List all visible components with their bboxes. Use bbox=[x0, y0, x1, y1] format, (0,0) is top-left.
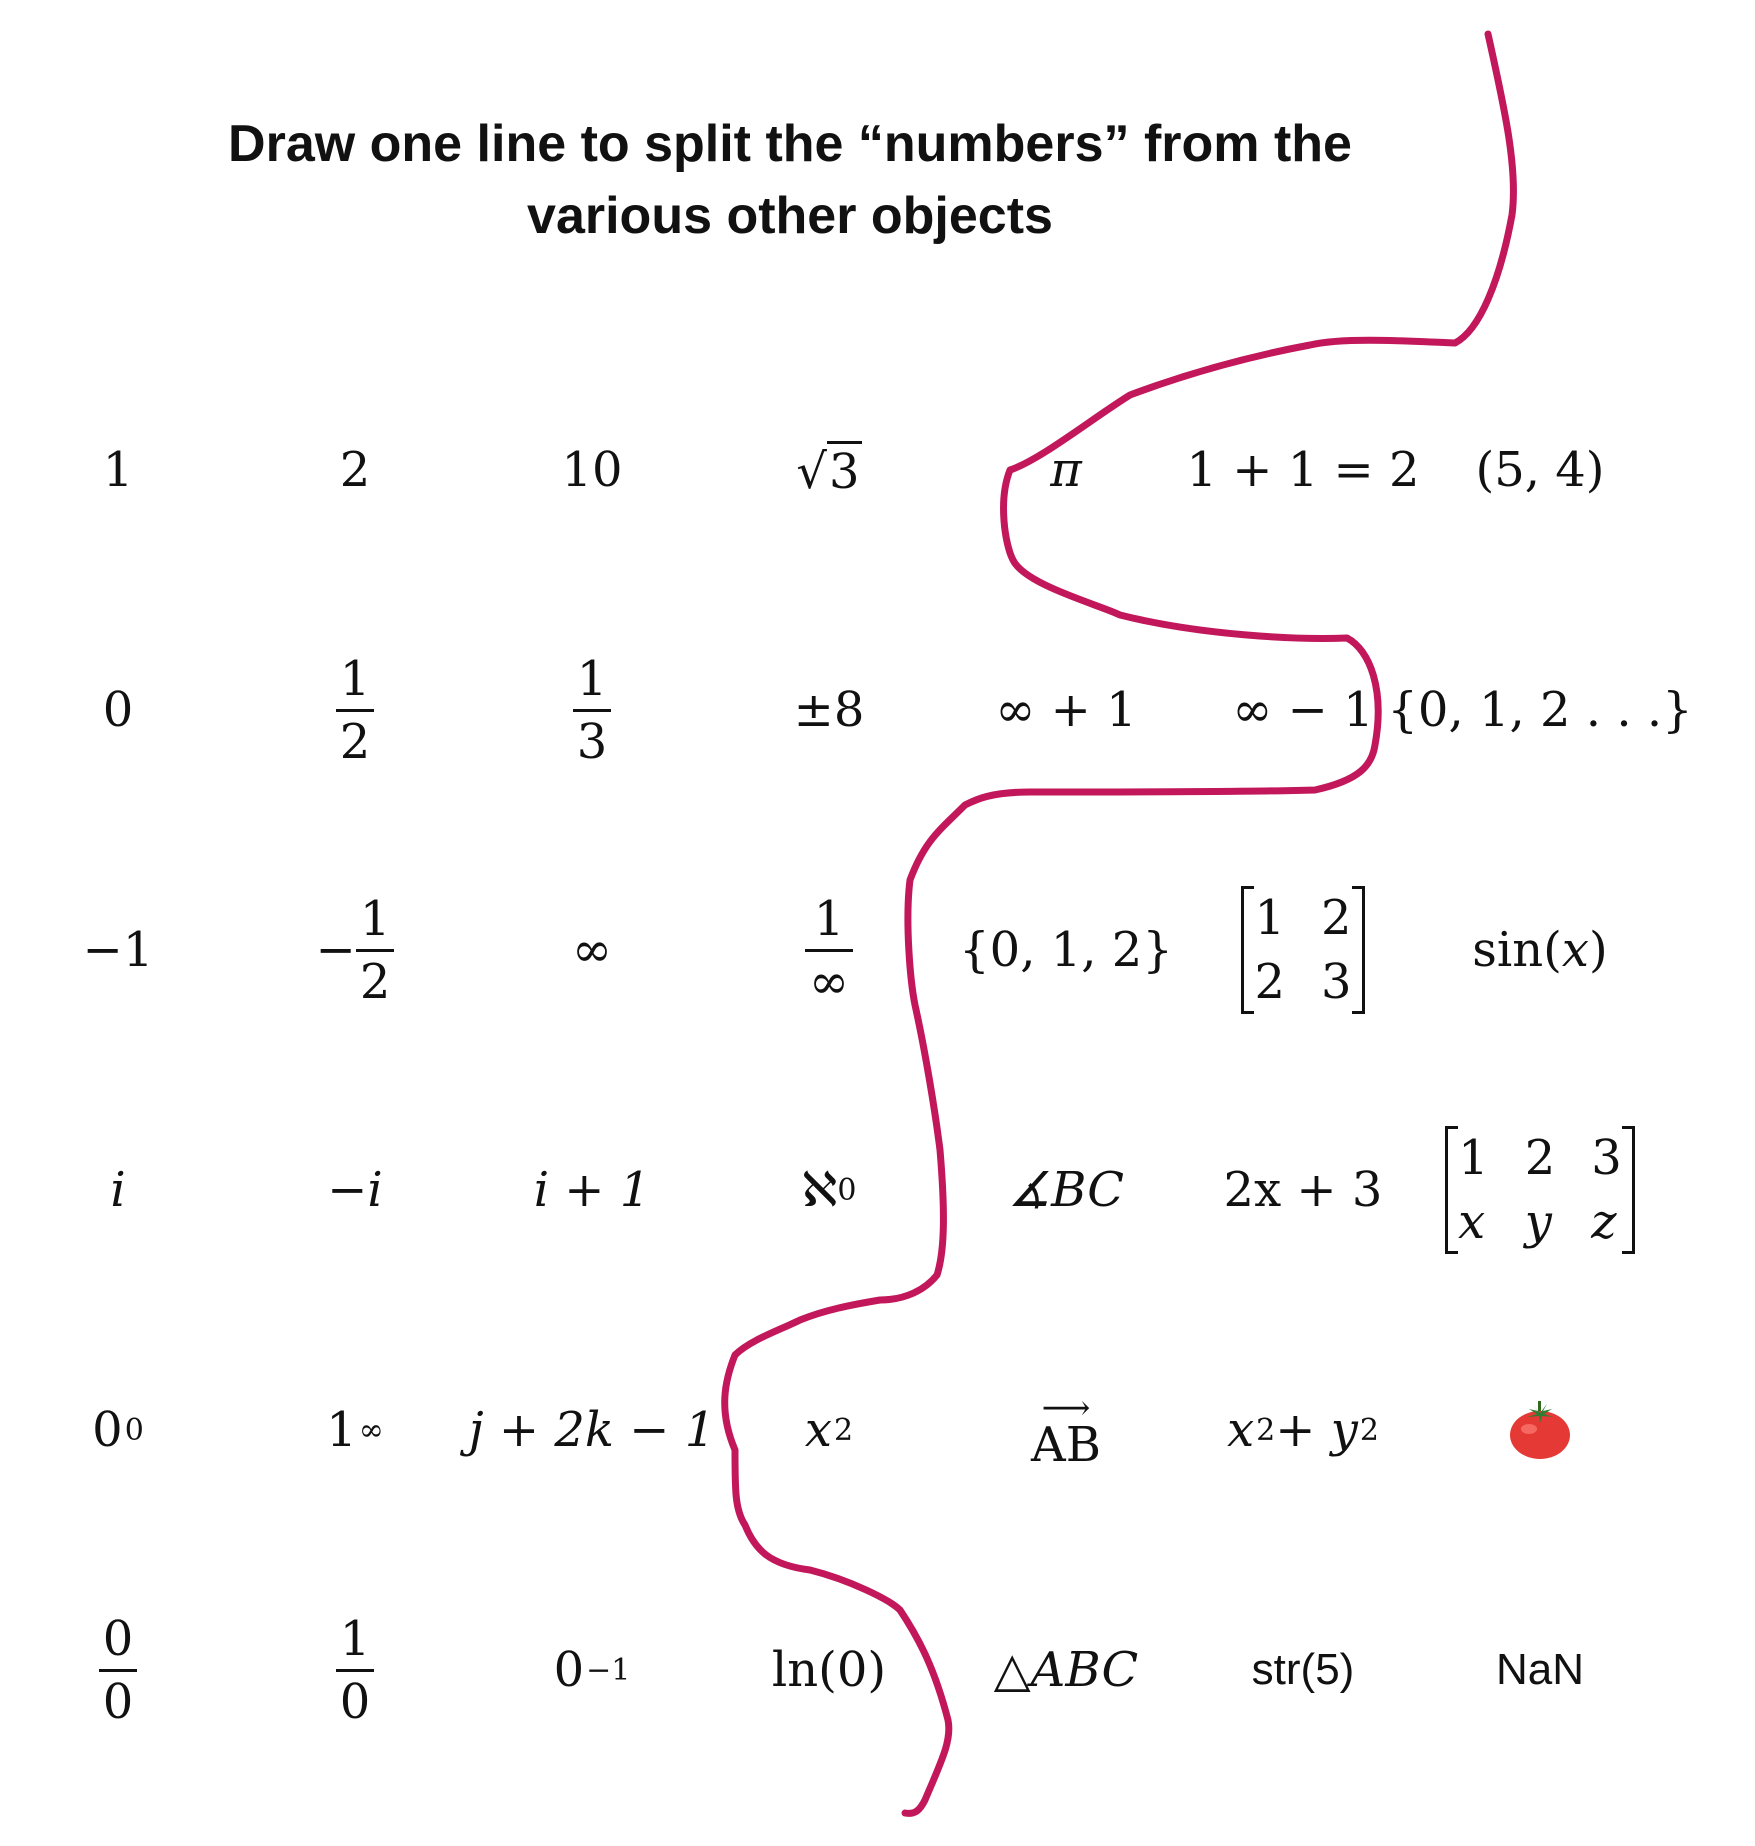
item-negative-one[interactable] bbox=[3, 860, 233, 1040]
sqrt-expression bbox=[796, 441, 861, 500]
item-ordered-pair-text: (5, 4) bbox=[1475, 442, 1605, 498]
numerator: 1 bbox=[359, 890, 391, 947]
sin-argument: x bbox=[1561, 922, 1589, 978]
denominator: ∞ bbox=[805, 949, 853, 1006]
item-equation-text: 1 + 1 = 2 bbox=[1186, 442, 1420, 498]
tomato-icon bbox=[1507, 1399, 1573, 1461]
matrix-entry: x bbox=[1458, 1194, 1486, 1250]
matrix bbox=[1445, 1126, 1635, 1254]
item-two-text: 2 bbox=[339, 442, 371, 498]
item-linear-text: 2x + 3 bbox=[1223, 1162, 1383, 1218]
item-string-five[interactable] bbox=[1188, 1580, 1418, 1760]
numerator: 1 bbox=[576, 650, 608, 707]
numerator: 1 bbox=[339, 650, 371, 707]
matrix bbox=[1241, 886, 1364, 1014]
item-infinite-set[interactable] bbox=[1387, 620, 1693, 800]
item-matrix-2x3[interactable] bbox=[1425, 1100, 1655, 1280]
base: 1 bbox=[326, 1402, 357, 1458]
sin-suffix: ) bbox=[1588, 922, 1608, 978]
item-equation[interactable] bbox=[1188, 380, 1418, 560]
item-zero[interactable] bbox=[3, 620, 233, 800]
minus-sign: − bbox=[315, 922, 356, 978]
numerator: 0 bbox=[102, 1610, 134, 1667]
item-imaginary-unit[interactable] bbox=[3, 1100, 233, 1280]
base: 0 bbox=[92, 1402, 123, 1458]
item-sine-function[interactable] bbox=[1425, 860, 1655, 1040]
item-one-over-zero[interactable] bbox=[240, 1580, 470, 1760]
item-one-third[interactable] bbox=[477, 620, 707, 800]
item-one-power-infinity[interactable] bbox=[240, 1340, 470, 1520]
item-inf-plus-text: ∞ + 1 bbox=[995, 682, 1137, 738]
sin-prefix: sin( bbox=[1472, 922, 1562, 978]
vector-label: AB bbox=[1031, 1417, 1101, 1473]
aleph-subscript: 0 bbox=[837, 1172, 857, 1208]
item-finite-set[interactable] bbox=[951, 860, 1181, 1040]
aleph-symbol: ℵ bbox=[801, 1162, 838, 1218]
denominator: 2 bbox=[356, 949, 395, 1006]
item-infinity-plus-one[interactable] bbox=[951, 620, 1181, 800]
matrix-entry: z bbox=[1591, 1194, 1617, 1250]
matrix-entry: 3 bbox=[1591, 1130, 1622, 1186]
item-zero-power-zero[interactable] bbox=[3, 1340, 233, 1520]
item-matrix-2x2[interactable] bbox=[1188, 860, 1418, 1040]
item-tomato[interactable] bbox=[1425, 1340, 1655, 1520]
item-triangle[interactable] bbox=[951, 1580, 1181, 1760]
item-linear-expression[interactable] bbox=[1188, 1100, 1418, 1280]
item-two[interactable] bbox=[240, 380, 470, 560]
item-one-over-infinity[interactable] bbox=[714, 860, 944, 1040]
item-infinity-minus-one[interactable] bbox=[1188, 620, 1418, 800]
item-ten-text: 10 bbox=[561, 442, 623, 498]
item-infinite-set-text: {0, 1, 2 . . .} bbox=[1387, 682, 1693, 738]
matrix-entry: y bbox=[1524, 1194, 1552, 1250]
fraction bbox=[805, 890, 853, 1010]
item-ordered-pair[interactable] bbox=[1425, 380, 1655, 560]
exponent: 2 bbox=[1256, 1412, 1276, 1448]
item-aleph-null[interactable] bbox=[714, 1100, 944, 1280]
radical-sign: √ bbox=[796, 443, 828, 500]
item-jk-text: j + 2k − 1 bbox=[468, 1402, 716, 1458]
item-ln-zero[interactable] bbox=[714, 1580, 944, 1760]
item-nan[interactable] bbox=[1425, 1580, 1655, 1760]
vector bbox=[1031, 1388, 1101, 1473]
term-x: x bbox=[1227, 1402, 1255, 1458]
item-one[interactable] bbox=[3, 380, 233, 560]
item-angle-text: ∡BC bbox=[1008, 1162, 1124, 1218]
title-line-1: Draw one line to split the “numbers” from the bbox=[228, 115, 1352, 173]
fraction bbox=[356, 890, 395, 1010]
denominator: 2 bbox=[336, 709, 375, 766]
numerator: 1 bbox=[339, 1610, 371, 1667]
item-i-text: i bbox=[110, 1162, 126, 1218]
numerator: 1 bbox=[813, 890, 845, 947]
item-pi[interactable] bbox=[951, 380, 1181, 560]
fraction bbox=[336, 1610, 375, 1730]
item-i-plus-one-text: i + 1 bbox=[533, 1162, 651, 1218]
item-negative-i[interactable] bbox=[240, 1100, 470, 1280]
exponent: 0 bbox=[124, 1412, 144, 1448]
item-inf-minus-text: ∞ − 1 bbox=[1232, 682, 1374, 738]
radicand: 3 bbox=[827, 441, 862, 500]
item-sum-of-squares[interactable] bbox=[1188, 1340, 1418, 1520]
fraction bbox=[573, 650, 612, 770]
fraction bbox=[99, 1610, 138, 1730]
item-one-half[interactable] bbox=[240, 620, 470, 800]
denominator: 0 bbox=[99, 1669, 138, 1726]
matrix-entry: 3 bbox=[1321, 954, 1352, 1010]
item-ten[interactable] bbox=[477, 380, 707, 560]
base: 0 bbox=[553, 1642, 585, 1698]
item-zero-inverse[interactable] bbox=[477, 1580, 707, 1760]
item-ln-text: ln(0) bbox=[771, 1642, 887, 1698]
item-triangle-text: △ABC bbox=[993, 1642, 1139, 1698]
title-line-2: various other objects bbox=[527, 187, 1053, 245]
exponent: −1 bbox=[586, 1652, 631, 1688]
item-neg-one-text: −1 bbox=[82, 922, 154, 978]
base: x bbox=[804, 1402, 832, 1458]
denominator: 0 bbox=[336, 1669, 375, 1726]
exponent: 2 bbox=[1359, 1412, 1379, 1448]
item-jk-expression[interactable] bbox=[468, 1340, 716, 1520]
item-finite-set-text: {0, 1, 2} bbox=[959, 922, 1173, 978]
item-x-squared[interactable] bbox=[714, 1340, 944, 1520]
puzzle-title bbox=[0, 108, 1580, 252]
vector-arrow-icon: ⟶ bbox=[1041, 1388, 1091, 1428]
exponent: 2 bbox=[833, 1412, 854, 1448]
item-pi-text: π bbox=[1050, 442, 1082, 498]
item-vector-ab[interactable] bbox=[951, 1340, 1181, 1520]
item-negative-half[interactable] bbox=[240, 860, 470, 1040]
item-neg-i-text: −i bbox=[327, 1162, 383, 1218]
matrix-entry: 1 bbox=[1254, 890, 1285, 946]
matrix-entry: 2 bbox=[1254, 954, 1285, 1010]
item-sqrt-three[interactable] bbox=[714, 380, 944, 560]
matrix-entry: 2 bbox=[1321, 890, 1352, 946]
matrix-entry: 1 bbox=[1458, 1130, 1489, 1186]
item-nan-text: NaN bbox=[1495, 1645, 1585, 1694]
term-y: + y bbox=[1275, 1402, 1358, 1458]
item-infinity[interactable] bbox=[477, 860, 707, 1040]
item-angle[interactable] bbox=[951, 1100, 1181, 1280]
item-pm8-text: ±8 bbox=[793, 682, 865, 738]
fraction bbox=[336, 650, 375, 770]
item-plus-minus-eight[interactable] bbox=[714, 620, 944, 800]
item-i-plus-one[interactable] bbox=[477, 1100, 707, 1280]
matrix-entry: 2 bbox=[1524, 1130, 1556, 1186]
item-str-text: str(5) bbox=[1251, 1645, 1355, 1694]
item-one-text: 1 bbox=[102, 442, 134, 498]
item-zero-text: 0 bbox=[102, 682, 134, 738]
item-infinity-text: ∞ bbox=[572, 922, 612, 978]
denominator: 3 bbox=[573, 709, 612, 766]
item-zero-over-zero[interactable] bbox=[3, 1580, 233, 1760]
exponent: ∞ bbox=[358, 1412, 384, 1448]
